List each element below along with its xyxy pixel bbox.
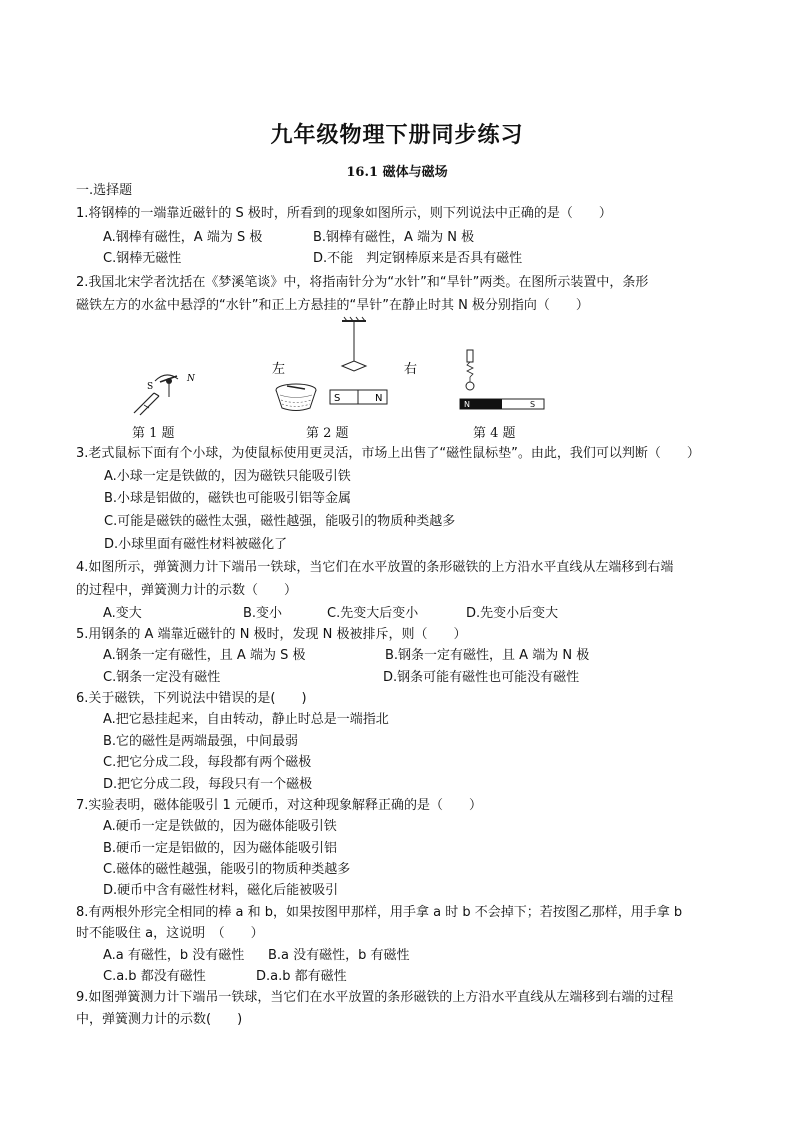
figure-1-rod-and-needle bbox=[134, 374, 196, 415]
question-4-option-c: C.先变大后变小 bbox=[327, 606, 419, 621]
question-5-option-a: A.钢条一定有磁性，且 A 端为 S 极 bbox=[103, 648, 306, 663]
figure-2-s-pole: S bbox=[334, 393, 341, 404]
figure-4-n-pole: N bbox=[464, 400, 470, 409]
question-8-stem-line2: 时不能吸住 a，这说明 （ ） bbox=[76, 926, 264, 941]
question-3-option-a: A.小球一定是铁做的，因为磁铁只能吸引铁 bbox=[104, 469, 351, 484]
figure-1-n-label: N bbox=[187, 374, 195, 384]
section-heading: 一.选择题 bbox=[76, 183, 133, 198]
question-5-option-c: C.钢条一定没有磁性 bbox=[103, 670, 221, 685]
question-4-stem-line1: 4.如图所示，弹簧测力计下端吊一铁球，当它们在水平放置的条形磁铁的上方沿水平直线从左端移到右端 bbox=[76, 560, 674, 575]
figure-4-s-pole: S bbox=[530, 400, 536, 409]
question-2-stem-line1: 2.我国北宋学者沈括在《梦溪笔谈》中，将指南针分为“水针”和“旱针”两类。在图所示装置中，条形 bbox=[76, 275, 649, 290]
question-6-stem: 6.关于磁铁，下列说法中错误的是( ) bbox=[76, 691, 307, 706]
question-6-option-a: A.把它悬挂起来，自由转动，静止时总是一端指北 bbox=[103, 712, 389, 727]
question-1-stem: 1.将钢棒的一端靠近磁针的 S 极时，所看到的现象如图所示，则下列说法中正确的是（ ） bbox=[76, 206, 612, 221]
figure-2-n-pole: N bbox=[375, 393, 383, 404]
figure-1-caption: 第 1 题 bbox=[132, 426, 175, 441]
question-9-stem-line2: 中，弹簧测力计的示数( ) bbox=[76, 1012, 243, 1027]
figure-4-apparatus bbox=[460, 350, 544, 409]
question-4-option-a: A.变大 bbox=[103, 606, 142, 621]
question-6-option-b: B.它的磁性是两端最强，中间最弱 bbox=[103, 734, 299, 749]
page-title: 九年级物理下册同步练习 bbox=[270, 122, 524, 148]
question-5-option-b: B.钢条一定有磁性，且 A 端为 N 极 bbox=[385, 648, 590, 663]
section-subtitle: 16.1 磁体与磁场 bbox=[346, 165, 448, 180]
question-4-stem-line2: 的过程中，弹簧测力计的示数（ ） bbox=[76, 583, 298, 598]
question-6-option-d: D.把它分成二段，每段只有一个磁极 bbox=[103, 777, 313, 792]
question-1-option-d: D.不能 判定钢棒原来是否具有磁性 bbox=[313, 251, 523, 266]
question-4-option-d: D.先变小后变大 bbox=[466, 606, 559, 621]
question-3-option-d: D.小球里面有磁性材料被磁化了 bbox=[104, 537, 288, 552]
question-1-option-b: B.钢棒有磁性，A 端为 N 极 bbox=[313, 230, 475, 245]
figure-4-caption: 第 4 题 bbox=[473, 426, 516, 441]
figure-1-s-label: S bbox=[147, 382, 154, 392]
question-7-option-d: D.硬币中含有磁性材料，磁化后能被吸引 bbox=[103, 883, 339, 898]
question-8-option-b: B.a 没有磁性，b 有磁性 bbox=[268, 948, 410, 963]
question-8-option-c: C.a.b 都没有磁性 bbox=[103, 969, 206, 984]
question-7-stem: 7.实验表明，磁体能吸引 1 元硬币，对这种现象解释正确的是（ ） bbox=[76, 798, 482, 813]
question-3-stem: 3.老式鼠标下面有个小球，为使鼠标使用更灵活，市场上出售了“磁性鼠标垫”。由此，我们可以判断（ ） bbox=[76, 446, 700, 461]
question-3-option-c: C.可能是磁铁的磁性太强，磁性越强，能吸引的物质种类越多 bbox=[104, 514, 456, 529]
question-8-option-d: D.a.b 都有磁性 bbox=[256, 969, 347, 984]
question-1-option-a: A.钢棒有磁性，A 端为 S 极 bbox=[103, 230, 263, 245]
question-3-option-b: B.小球是铝做的，磁铁也可能吸引铝等金属 bbox=[104, 491, 352, 506]
figure-2-right-label: 右 bbox=[404, 362, 418, 377]
question-7-option-b: B.硬币一定是铝做的，因为磁体能吸引铝 bbox=[103, 841, 338, 856]
question-5-option-d: D.钢条可能有磁性也可能没有磁性 bbox=[383, 670, 580, 685]
question-8-option-a: A.a 有磁性，b 没有磁性 bbox=[103, 948, 245, 963]
figures-row bbox=[120, 315, 560, 440]
question-6-option-c: C.把它分成二段，每段都有两个磁极 bbox=[103, 755, 312, 770]
question-1-option-c: C.钢棒无磁性 bbox=[103, 251, 182, 266]
question-4-option-b: B.变小 bbox=[243, 606, 283, 621]
question-7-option-c: C.磁体的磁性越强，能吸引的物质种类越多 bbox=[103, 862, 351, 877]
question-8-stem-line1: 8.有两根外形完全相同的棒 a 和 b，如果按图甲那样，用手拿 a 时 b 不会掉下；若按图乙那样，用手拿 b bbox=[76, 905, 683, 920]
figure-2-caption: 第 2 题 bbox=[306, 426, 349, 441]
question-2-stem-line2: 磁铁左方的水盆中悬浮的“水针”和正上方悬挂的“旱针”在静止时其 N 极分别指向（ ） bbox=[76, 298, 589, 313]
question-5-stem: 5.用钢条的 A 端靠近磁针的 N 极时，发现 N 极被排斥，则（ ） bbox=[76, 627, 467, 642]
figure-2-left-label: 左 bbox=[272, 362, 286, 377]
figure-2-apparatus bbox=[272, 317, 417, 411]
question-9-stem-line1: 9.如图弹簧测力计下端吊一铁球，当它们在水平放置的条形磁铁的上方沿水平直线从左端移到右端的过程 bbox=[76, 990, 674, 1005]
question-7-option-a: A.硬币一定是铁做的，因为磁体能吸引铁 bbox=[103, 819, 337, 834]
